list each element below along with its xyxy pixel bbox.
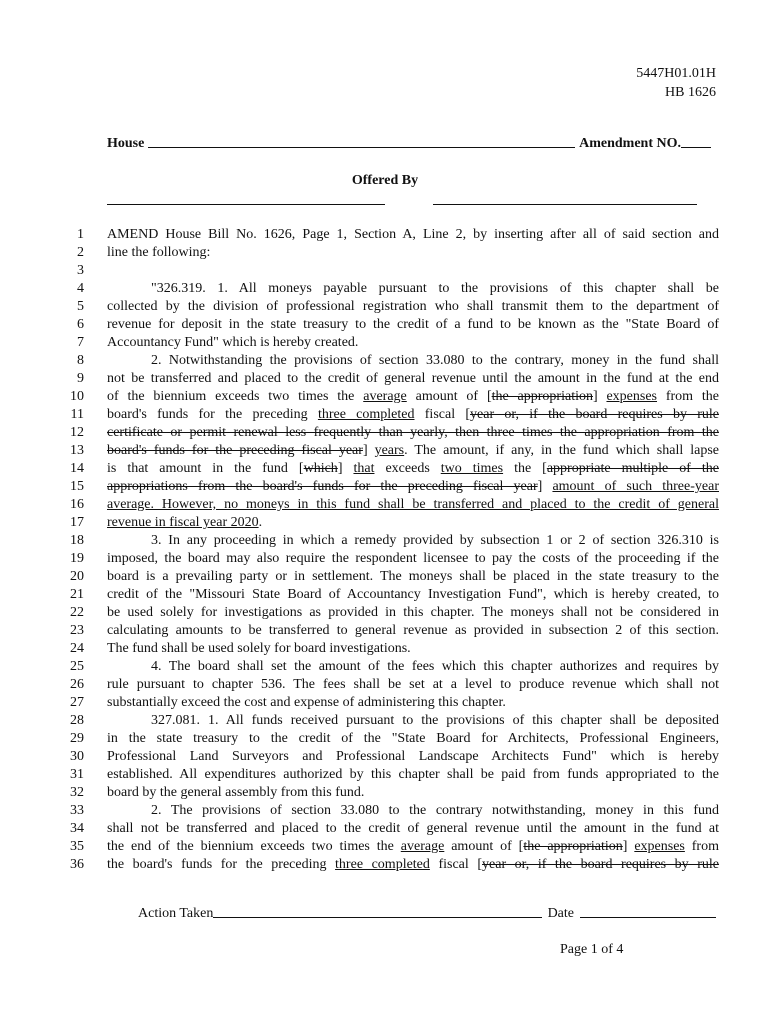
body-line (0, 478, 770, 496)
body-line (0, 442, 770, 460)
text-segment: [ (542, 461, 547, 476)
line-number: 8 (77, 353, 84, 368)
inserted-text: expenses (606, 389, 658, 404)
body-line (0, 640, 770, 658)
text-segment: from (684, 839, 719, 854)
text-segment: ] (362, 443, 375, 458)
body-line (0, 514, 770, 532)
line-text (107, 370, 719, 388)
body-line (0, 532, 770, 550)
line-number: 7 (77, 335, 84, 350)
body-line (0, 262, 770, 280)
line-number: 26 (70, 677, 84, 692)
line-number: 25 (70, 659, 84, 674)
text-segment: the end of the biennium exceeds two times the (107, 839, 401, 854)
line-text (107, 604, 719, 622)
text-segment: imposed, the board may also require the respondent licensee to pay the costs of the proceeding if the (107, 551, 719, 566)
deleted-text: certificate or permit renewal less frequently than yearly, then three times the appropriation from the (107, 425, 719, 440)
line-number: 12 (70, 425, 84, 440)
house-blank-line (148, 147, 575, 148)
date-label: Date (547, 906, 574, 921)
line-number: 14 (70, 461, 84, 476)
text-segment: line the following: (107, 245, 211, 260)
amendment-number-blank (681, 147, 711, 148)
deleted-text: the appropriation (523, 839, 623, 854)
document-id: 5447H01.01H (636, 66, 716, 81)
bill-number: HB 1626 (665, 85, 716, 100)
text-segment: The fund shall be used solely for board investigations. (107, 641, 411, 656)
text-segment: Professional Land Surveyors and Professional Landscape Architects Fund" which is hereby (107, 749, 719, 764)
deleted-text: year or, if the board requires by rule (482, 857, 720, 872)
deleted-text: appropriate multiple of the (546, 461, 719, 476)
page-number: Page 1 of 4 (560, 942, 624, 957)
text-segment: 2. The provisions of section 33.080 to the contrary notwithstanding, money in this fund (151, 803, 719, 818)
line-number: 17 (70, 515, 84, 530)
line-text (107, 676, 719, 694)
text-segment: not be transferred and placed to the credit of general revenue until the amount in the fund at the end (107, 371, 719, 386)
line-text (107, 766, 719, 784)
inserted-text: that (353, 461, 375, 476)
line-text (107, 532, 719, 550)
line-text (107, 802, 719, 820)
line-text (107, 514, 719, 532)
text-segment: board by the general assembly from this fund. (107, 785, 365, 800)
line-number: 21 (70, 587, 84, 602)
inserted-text: average (363, 389, 407, 404)
line-text (107, 658, 719, 676)
text-segment: established. All expenditures authorized by this chapter shall be paid from funds appropriated to the (107, 767, 719, 782)
text-segment: substantially exceed the cost and expense of administering this chapter. (107, 695, 506, 710)
text-segment: amount of (406, 389, 487, 404)
text-segment: 327.081. 1. All funds received pursuant to the provisions of this chapter shall be deposited (151, 713, 719, 728)
action-taken-row (138, 906, 716, 922)
line-number: 18 (70, 533, 84, 548)
text-segment: be used solely for investigations as provided in this chapter. The moneys shall not be considered in (107, 605, 719, 620)
line-text (107, 406, 719, 424)
line-text (107, 820, 719, 838)
body-line (0, 748, 770, 766)
text-segment: fiscal (414, 407, 466, 422)
text-segment: of the biennium exceeds two times the (107, 389, 364, 404)
text-segment: . (258, 515, 263, 530)
line-number: 2 (77, 245, 84, 260)
body-line (0, 226, 770, 244)
body-line (0, 604, 770, 622)
offered-by-label: Offered By (351, 173, 419, 188)
line-text (107, 730, 719, 748)
body-line (0, 460, 770, 478)
text-segment: the board's funds for the preceding (107, 857, 336, 872)
inserted-text: years (374, 443, 405, 458)
line-text (107, 496, 719, 514)
body-line (0, 316, 770, 334)
deleted-text: the appropriation (491, 389, 593, 404)
line-text (107, 622, 719, 640)
body-line (0, 658, 770, 676)
inserted-text: two times (440, 461, 504, 476)
line-number: 32 (70, 785, 84, 800)
text-segment: the (503, 461, 543, 476)
line-number: 10 (70, 389, 84, 404)
line-number: 35 (70, 839, 84, 854)
line-text (107, 226, 719, 244)
inserted-text: expenses (634, 839, 685, 854)
line-number: 6 (77, 317, 84, 332)
amendment-number-label: Amendment NO. (579, 136, 681, 151)
line-number: 16 (70, 497, 84, 512)
text-segment: ] (537, 479, 553, 494)
inserted-text: three completed (335, 857, 430, 872)
line-number: 13 (70, 443, 84, 458)
line-number: 31 (70, 767, 84, 782)
house-amendment-row (107, 136, 711, 152)
text-segment: Accountancy Fund" which is hereby created. (107, 335, 359, 350)
text-segment: ] (592, 389, 607, 404)
body-line (0, 730, 770, 748)
line-text (107, 640, 719, 658)
text-segment: amount of (444, 839, 519, 854)
line-text (107, 280, 719, 298)
text-segment: ] (337, 461, 354, 476)
line-text (107, 550, 719, 568)
body-line (0, 784, 770, 802)
line-text (107, 856, 719, 874)
line-text (107, 424, 719, 442)
line-number: 34 (70, 821, 84, 836)
body-line (0, 856, 770, 874)
sponsor-signature-line-right (433, 204, 697, 205)
line-text (107, 316, 719, 334)
deleted-text: board's funds for the preceding fiscal year (107, 443, 363, 458)
line-text (107, 694, 719, 712)
body-line (0, 802, 770, 820)
text-segment: ] (622, 839, 635, 854)
body-line (0, 568, 770, 586)
body-line (0, 334, 770, 352)
body-line (0, 820, 770, 838)
text-segment: 3. In any proceeding in which a remedy provided by subsection 1 or 2 of section 326.310 is (151, 533, 719, 548)
deleted-text: year or, if the board requires by rule (470, 407, 719, 422)
body-line (0, 244, 770, 262)
line-text (107, 298, 719, 316)
text-segment: board is a prevailing party or in settlement. The moneys shall be placed in the state treasury to the (107, 569, 719, 584)
inserted-text: revenue in fiscal year 2020 (107, 515, 259, 530)
body-line (0, 352, 770, 370)
body-line (0, 496, 770, 514)
line-number: 5 (77, 299, 84, 314)
action-taken-label: Action Taken (138, 906, 214, 921)
text-segment: [ (465, 407, 471, 422)
body-line (0, 406, 770, 424)
text-segment: shall not be transferred and placed to the credit of general revenue until the amount in the fund at (107, 821, 719, 836)
text-segment: collected by the division of professional registration who shall transmit them to the department of (107, 299, 719, 314)
text-segment: [ (486, 389, 492, 404)
line-text (107, 568, 719, 586)
line-number: 30 (70, 749, 84, 764)
line-number: 28 (70, 713, 84, 728)
line-text (107, 244, 719, 262)
text-segment: fiscal (429, 857, 478, 872)
text-segment: . The amount, if any, in the fund which shall lapse (404, 443, 719, 458)
inserted-text: average. However, no moneys in this fund shall be transferred and placed to the credit of general (107, 497, 719, 512)
line-number: 33 (70, 803, 84, 818)
text-segment: [ (518, 839, 524, 854)
text-segment: exceeds (374, 461, 441, 476)
line-number: 24 (70, 641, 84, 656)
line-number: 15 (70, 479, 84, 494)
line-number: 4 (77, 281, 84, 296)
body-line (0, 586, 770, 604)
body-line (0, 838, 770, 856)
body-line (0, 694, 770, 712)
text-segment: [ (298, 461, 304, 476)
text-segment: from the (657, 389, 720, 404)
line-number: 11 (70, 407, 84, 422)
body-line (0, 388, 770, 406)
line-text (107, 460, 719, 478)
body-line (0, 298, 770, 316)
text-segment: AMEND House Bill No. 1626, Page 1, Section A, Line 2, by inserting after all of said section and (107, 227, 719, 242)
line-number: 9 (77, 371, 84, 386)
body-line (0, 766, 770, 784)
body-line (0, 424, 770, 442)
house-label: House (107, 136, 145, 151)
text-segment: 4. The board shall set the amount of the fees which this chapter authorizes and requires by (151, 659, 719, 674)
line-number: 20 (70, 569, 84, 584)
line-text (107, 478, 719, 496)
body-line (0, 370, 770, 388)
text-segment: [ (477, 857, 483, 872)
line-number: 22 (70, 605, 84, 620)
line-number: 1 (77, 227, 84, 242)
line-number: 36 (70, 857, 84, 872)
line-number: 29 (70, 731, 84, 746)
text-segment: 2. Notwithstanding the provisions of section 33.080 to the contrary, money in the fund shall (151, 353, 719, 368)
line-text (107, 442, 719, 460)
line-text (107, 388, 719, 406)
deleted-text: which (303, 461, 338, 476)
text-segment: is that amount in the fund (107, 461, 299, 476)
line-text (107, 586, 719, 604)
body-line (0, 550, 770, 568)
body-line (0, 622, 770, 640)
text-segment: board's funds for the preceding (107, 407, 318, 422)
text-segment: calculating amounts to be transferred to general revenue as provided in subsection 2 of this section. (107, 623, 719, 638)
inserted-text: amount of such three-year (552, 479, 719, 494)
line-text (107, 784, 719, 802)
action-taken-blank (213, 917, 541, 918)
line-text (107, 748, 719, 766)
inserted-text: three completed (317, 407, 415, 422)
text-segment: "326.319. 1. All moneys payable pursuant to the provisions of this chapter shall be (151, 281, 719, 296)
body-line (0, 280, 770, 298)
line-text (107, 334, 719, 352)
line-number: 27 (70, 695, 84, 710)
line-number: 19 (70, 551, 84, 566)
deleted-text: appropriations from the board's funds for the preceding fiscal year (107, 479, 538, 494)
text-segment: revenue for deposit in the state treasury to the credit of a fund to be known as the "State Board of (107, 317, 719, 332)
line-number: 3 (77, 263, 84, 278)
line-text (107, 838, 719, 856)
body-line (0, 712, 770, 730)
sponsor-signature-line-left (107, 204, 385, 205)
inserted-text: average (400, 839, 445, 854)
date-blank (580, 917, 716, 918)
line-text (107, 712, 719, 730)
line-number: 23 (70, 623, 84, 638)
line-text (107, 352, 719, 370)
text-segment: credit of the "Missouri State Board of Accountancy Investigation Fund", which is hereby created, to (107, 587, 719, 602)
text-segment: in the state treasury to the credit of the "State Board for Architects, Professional Engineers, (107, 731, 719, 746)
text-segment: rule pursuant to chapter 536. The fees shall be set at a level to produce revenue which shall not (107, 677, 719, 692)
body-line (0, 676, 770, 694)
